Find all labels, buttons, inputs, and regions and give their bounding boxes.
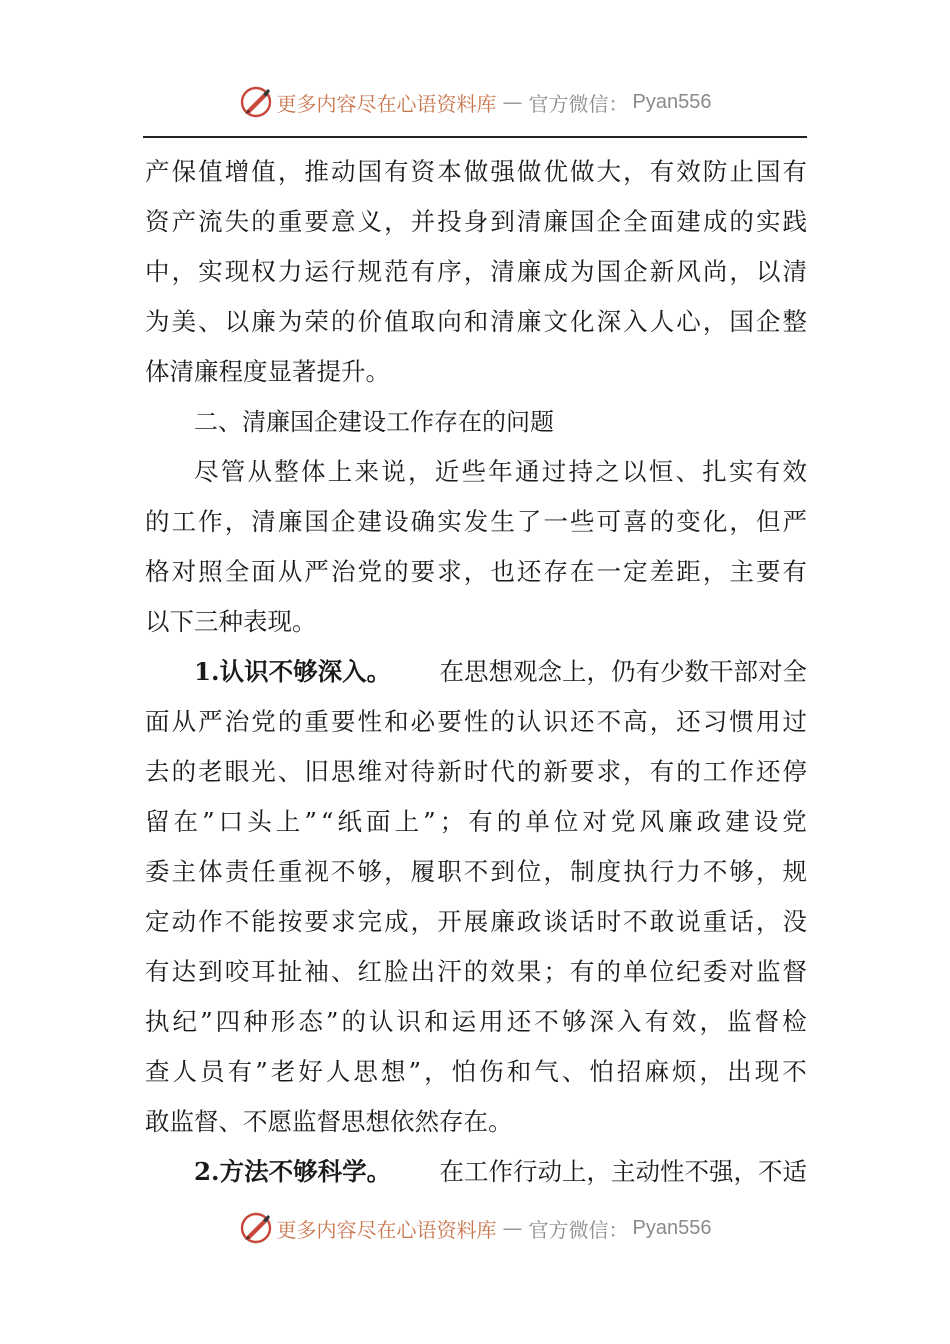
paragraph-line: 产 保 值 增 值 ， 推 动 国 有 资 本 做 强 做 优 做 大 ， 有 效 防 止 国 有 (145, 157, 807, 186)
paragraph-line: 留 在 ” 口 头 上 ” “ 纸 面 上 ” ； 有 的 单 位 对 党 风 廉 政 建 设 党 (145, 807, 807, 836)
watermark-wechat-id: Pyan556 (632, 90, 712, 113)
watermark-wechat-label: 官方微信： (528, 1217, 629, 1242)
paragraph-line: 委 主 体 责 任 重 视 不 够 ， 履 职 不 到 位 ， 制 度 执 行 力 不 够 ， 规 (145, 857, 807, 886)
fountain-pen-circle-logo-icon (239, 1211, 273, 1245)
paragraph-text: 在工作行动上，主动性不强，不适 (439, 1157, 807, 1186)
paragraph-text: 在思想观念上，仍有少数干部对全 (439, 657, 807, 686)
subheading-bold: 2.方法不够科学。 (194, 1157, 392, 1186)
header-watermark (0, 82, 950, 122)
paragraph-line: 查 人 员 有 ” 老 好 人 思 想 ” ， 怕 伤 和 气 、 怕 招 麻 烦 ， 出 现 不 (145, 1057, 807, 1086)
watermark (239, 1211, 712, 1245)
paragraph-line: 敢监督、不愿监督思想依然存在。 (145, 1107, 513, 1136)
paragraph-line: 尽 管 从 整 体 上 来 说 ， 近 些 年 通 过 持 之 以 恒 、 扎 实 有 效 (194, 457, 807, 486)
paragraph-line (145, 1150, 807, 1200)
paragraph-line: 体清廉程度显著提升。 (145, 357, 390, 386)
paragraph-line: 面 从 严 治 党 的 重 要 性 和 必 要 性 的 认 识 还 不 高 ， 还 习 惯 用 过 (145, 707, 807, 736)
paragraph-line: 执 纪 ” 四 种 形 态 ” 的 认 识 和 运 用 还 不 够 深 入 有 效 ， 监 督 检 (145, 1007, 807, 1036)
paragraph-line: 格 对 照 全 面 从 严 治 党 的 要 求 ， 也 还 存 在 一 定 差 距 ， 主 要 有 (145, 557, 807, 586)
paragraph-line: 中 ， 实 现 权 力 运 行 规 范 有 序 ， 清 廉 成 为 国 企 新 风 尚 ， 以 清 (145, 257, 807, 286)
fountain-pen-circle-logo-icon (239, 85, 273, 119)
footer-watermark (0, 1208, 950, 1248)
paragraph-line: 为 美 、 以 廉 为 荣 的 价 值 取 向 和 清 廉 文 化 深 入 人 心 ， 国 企 整 (145, 307, 807, 336)
paragraph-line: 的 工 作 ， 清 廉 国 企 建 设 确 实 发 生 了 一 些 可 喜 的 变 化 ， 但 严 (145, 507, 807, 536)
watermark (239, 85, 712, 119)
section-heading: 二、清廉国企建设工作存在的问题 (194, 408, 554, 436)
paragraph-line: 有 达 到 咬 耳 扯 袖 、 红 脸 出 汗 的 效 果 ； 有 的 单 位 纪 委 对 监 督 (145, 957, 807, 986)
paragraph-line: 以下三种表现。 (145, 607, 317, 636)
watermark-wechat-label: 官方微信： (528, 91, 629, 116)
watermark-library-text: 更多内容尽在心语资料库 (276, 1217, 497, 1242)
document-body (145, 150, 807, 1200)
header-rule (143, 136, 807, 138)
watermark-library-text: 更多内容尽在心语资料库 (276, 91, 497, 116)
paragraph-line (145, 650, 807, 700)
paragraph-line: 定 动 作 不 能 按 要 求 完 成 ， 开 展 廉 政 谈 话 时 不 敢 说 重 话 ， 没 (145, 907, 807, 936)
paragraph-line: 资 产 流 失 的 重 要 意 义 ， 并 投 身 到 清 廉 国 企 全 面 建 成 的 实 践 (145, 207, 807, 236)
watermark-dash: — (502, 90, 523, 114)
paragraph-line: 去 的 老 眼 光 、 旧 思 维 对 待 新 时 代 的 新 要 求 ， 有 的 工 作 还 停 (145, 757, 807, 786)
watermark-wechat-id: Pyan556 (632, 1216, 712, 1239)
watermark-dash: — (502, 1216, 523, 1240)
subheading-bold: 1.认识不够深入。 (194, 657, 392, 686)
